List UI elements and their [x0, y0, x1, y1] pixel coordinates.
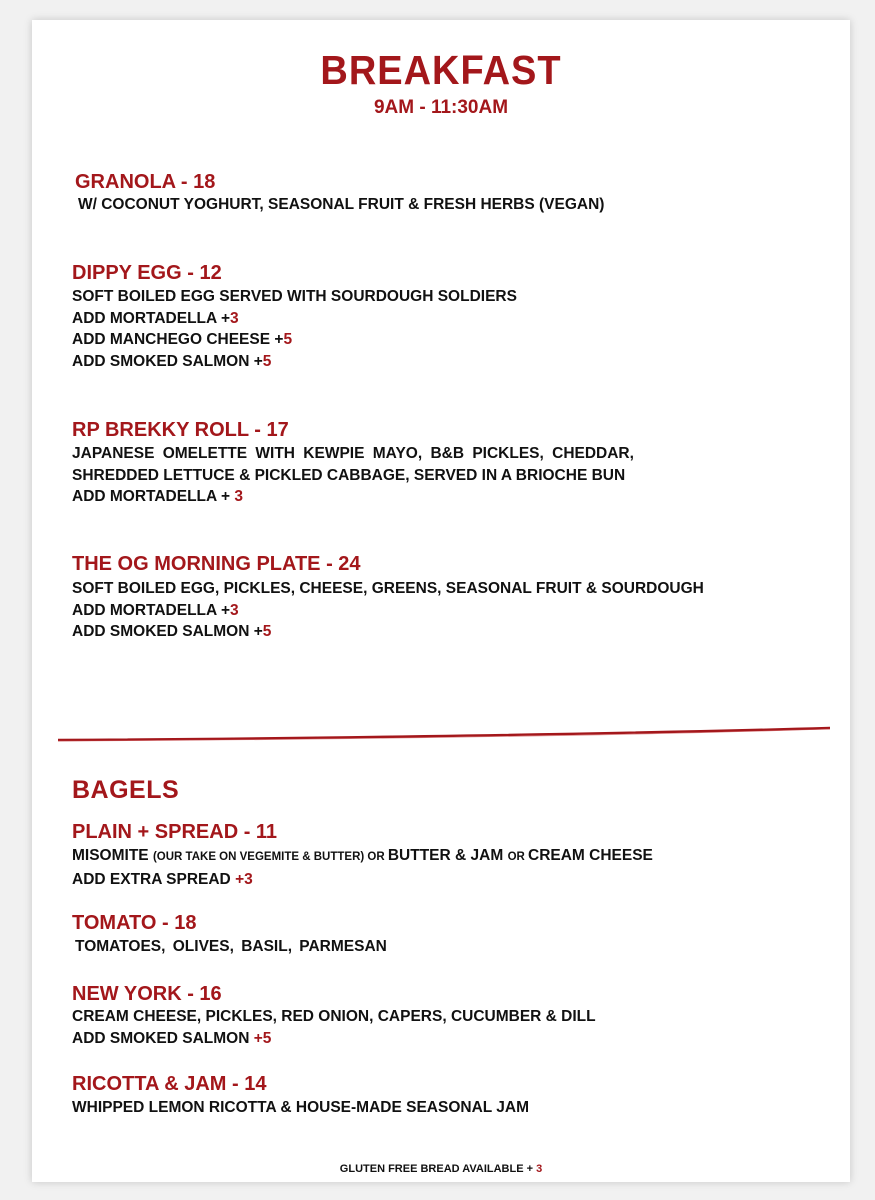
footer-text: GLUTEN FREE BREAD AVAILABLE +	[339, 1163, 537, 1175]
item-title-dippy-egg: DIPPY EGG - 12	[72, 262, 222, 284]
addon-label: ADD SMOKED SALMON +	[72, 352, 263, 370]
footer-price: 3	[536, 1163, 543, 1175]
item-desc-dippy-egg	[72, 286, 517, 372]
item-title-new-york: NEW YORK - 16	[72, 983, 222, 1005]
item-title-plain-spread: PLAIN + SPREAD - 11	[72, 821, 278, 843]
desc-note: (OUR TAKE ON VEGEMITE & BUTTER)	[152, 851, 368, 863]
addon-line	[72, 1028, 596, 1050]
item-desc-tomato: TOMATOES, OLIVES, BASIL, PARMESAN	[75, 938, 387, 955]
addon-label: ADD MORTADELLA +	[72, 309, 231, 327]
desc-line: SHREDDED LETTUCE & PICKLED CABBAGE, SERVED IN A BRIOCHE BUN	[72, 466, 626, 484]
item-desc-granola: W/ COCONUT YOGHURT, SEASONAL FRUIT & FRESH HERBS (VEGAN)	[78, 196, 605, 213]
desc-line: JAPANESE OMELETTE WITH KEWPIE MAYO, B&B PICKLES, CHEDDAR,	[72, 445, 634, 462]
section-title-bagels: BAGELS	[72, 776, 180, 804]
menu-page	[32, 20, 850, 1182]
desc-line: CREAM CHEESE, PICKLES, RED ONION, CAPERS, CUCUMBER & DILL	[72, 1008, 596, 1025]
desc-part: BUTTER & JAM	[387, 847, 508, 864]
addon-price: 3	[230, 601, 239, 619]
addon-price: +5	[253, 1029, 272, 1047]
item-title-brekky-roll: RP BREKKY ROLL - 17	[72, 419, 289, 441]
addon-label: ADD EXTRA SPREAD	[72, 870, 236, 888]
addon-label: ADD MORTADELLA +	[72, 488, 235, 505]
item-title-ricotta-jam: RICOTTA & JAM - 14	[72, 1073, 267, 1095]
desc-line	[72, 845, 653, 869]
addon-label: ADD MORTADELLA +	[72, 601, 231, 619]
item-desc-ricotta-jam: WHIPPED LEMON RICOTTA & HOUSE-MADE SEASONAL JAM	[72, 1099, 529, 1116]
addon-price: 3	[230, 309, 239, 327]
addon-line	[72, 600, 704, 622]
addon-label: ADD SMOKED SALMON +	[72, 623, 263, 640]
item-desc-og-morning-plate	[72, 578, 704, 643]
desc-line: SOFT BOILED EGG, PICKLES, CHEESE, GREENS, SEASONAL FRUIT & SOURDOUGH	[72, 580, 704, 597]
service-hours: 9AM - 11:30AM	[373, 97, 509, 118]
desc-connector: OR	[367, 851, 388, 863]
addon-price: 5	[262, 623, 272, 640]
addon-line	[72, 486, 758, 508]
addon-line	[72, 308, 517, 330]
menu-title: BREAKFAST	[320, 48, 562, 94]
section-divider	[58, 725, 830, 743]
item-title-og-morning-plate: THE OG MORNING PLATE - 24	[72, 553, 361, 575]
desc-part: MISOMITE	[72, 847, 153, 864]
addon-label: ADD MANCHEGO CHEESE +	[72, 331, 284, 348]
item-desc-new-york	[72, 1006, 596, 1049]
addon-label: ADD SMOKED SALMON	[72, 1029, 254, 1047]
desc-part: CREAM CHEESE	[528, 847, 653, 864]
gluten-free-note	[32, 1163, 850, 1175]
addon-line	[72, 869, 653, 891]
addon-price: 3	[234, 488, 243, 505]
item-desc-plain-spread	[72, 845, 653, 890]
item-title-granola: GRANOLA - 18	[75, 171, 216, 193]
addon-line	[72, 329, 517, 351]
addon-line	[72, 621, 704, 643]
item-desc-brekky-roll	[72, 443, 758, 508]
desc-connector: OR	[507, 851, 529, 863]
item-title-tomato: TOMATO - 18	[72, 912, 197, 934]
addon-line	[72, 351, 517, 373]
addon-price: 5	[283, 331, 293, 348]
addon-price: 5	[262, 352, 272, 370]
addon-price: +3	[235, 870, 253, 888]
desc-line: SOFT BOILED EGG SERVED WITH SOURDOUGH SOLDIERS	[72, 288, 517, 305]
